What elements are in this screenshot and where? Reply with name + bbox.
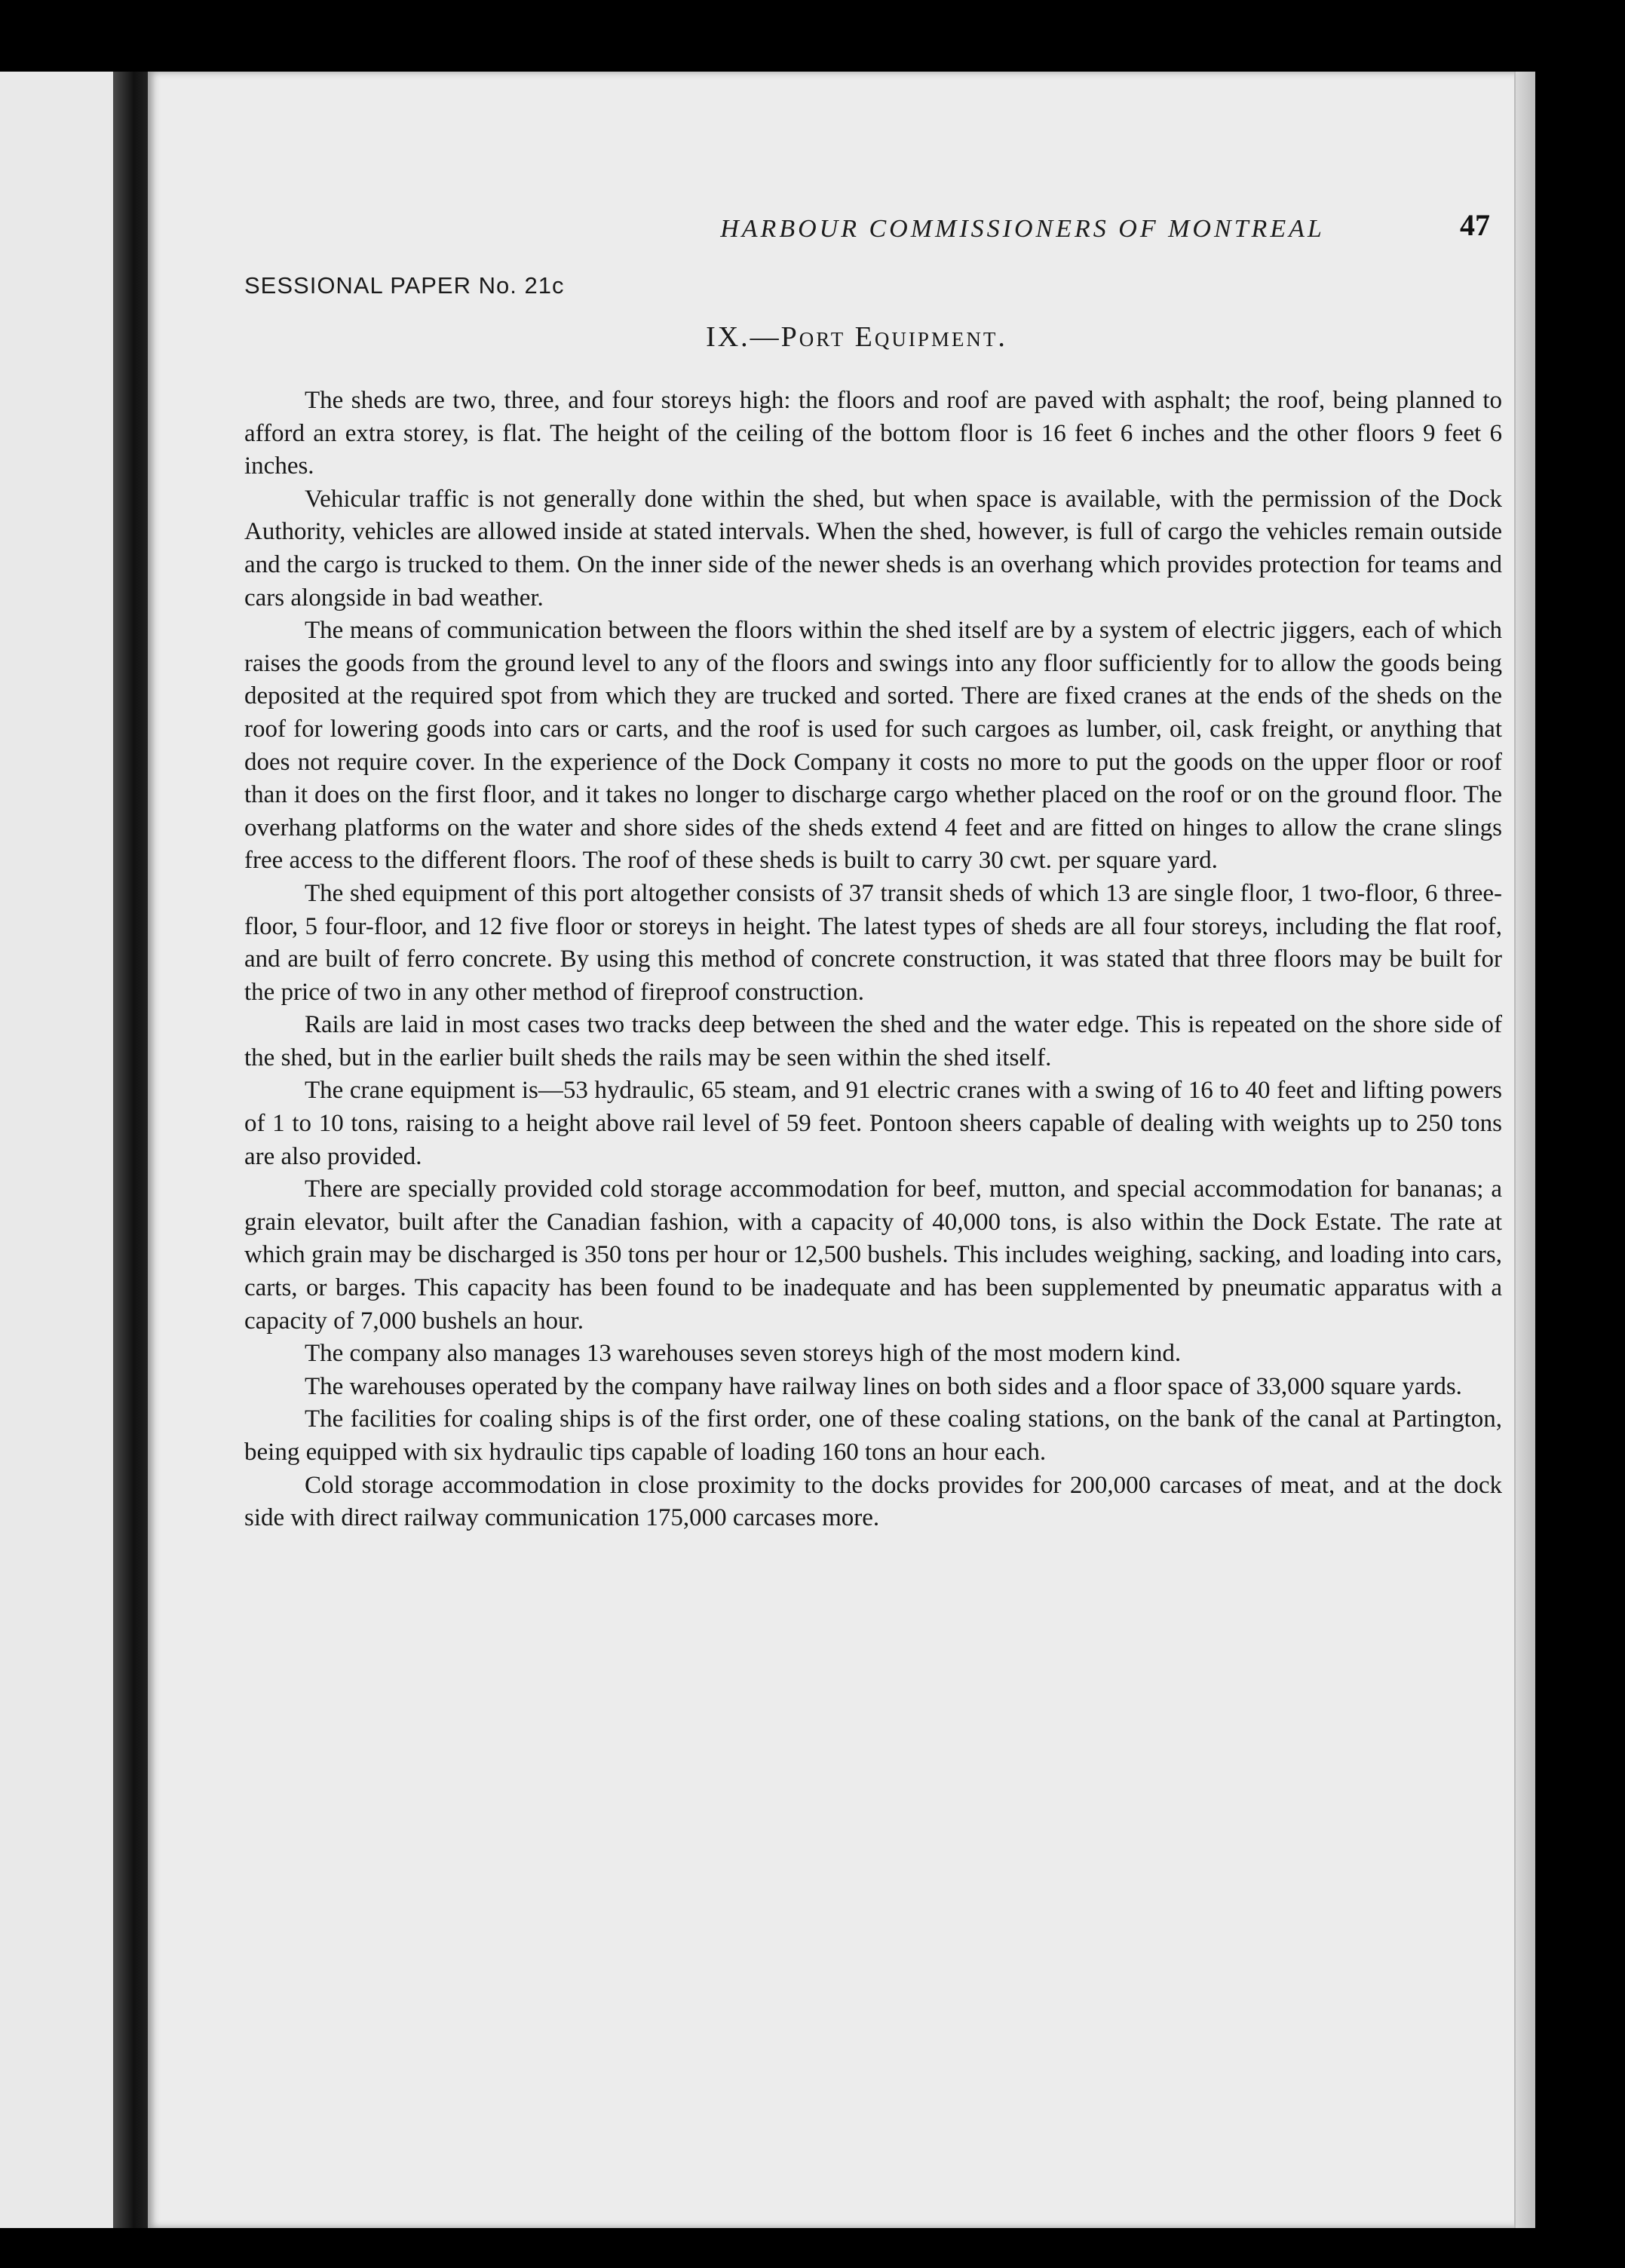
paragraph: Vehicular traffic is not generally done within the shed, but when space is available, with the permission of the Dock Authority, vehicles are allowed inside at stated intervals. When the shed, however, is full of cargo the vehicles remain outside and the cargo is trucked to them. On the inner side of the newer sheds is an overhang which provides protection for teams and cars alongside in bad weather. <box>244 485 1502 611</box>
page-edge <box>1514 72 1535 2228</box>
paragraph: The means of communication between the floors within the shed itself are by a system of electric jiggers, each of which raises the goods from the ground level to any of the floors and swings into any floor sufficiently for to allow the goods being deposited at the required spot from which they are trucked and sorted. There are fixed cranes at the ends of the sheds on the roof for lowering goods into cars or carts, and the roof is used for such cargoes as lumber, oil, cask freight, or anything that does not require cover. In the experience of the Dock Company it costs no more to put the goods on the upper floor or roof than it does on the first floor, and it takes no longer to discharge cargo whether placed on the roof or on the ground floor. The overhang platforms on the water and shore sides of the sheds extend 4 feet and are fitted on hinges to allow the crane slings free access to the different floors. The roof of these sheds is built to carry 30 cwt. per square yard. <box>244 617 1502 875</box>
page-number: 47 <box>1460 208 1490 242</box>
section-title: IX.—Port Equipment. <box>706 321 1007 353</box>
paragraph: The shed equipment of this port altogether consists of 37 transit sheds of which 13 are single floor, 1 two-floor, 6 three-floor, 5 four-floor, and 12 five floor or storeys in height. The latest types of sheds are all four storeys, including the flat roof, and are built of ferro concrete. By using this method of concrete construction, it was stated that three floors may be built for the price of two in any other method of fireproof construction. <box>244 879 1502 1006</box>
adjacent-page-edge <box>0 72 113 2228</box>
paragraph: The facilities for coaling ships is of the first order, one of these coaling stations, on the bank of the canal at Partington, being equipped with six hydraulic tips capable of loading 160 tons an hour each. <box>244 1405 1502 1466</box>
paragraph: The crane equipment is—53 hydraulic, 65 steam, and 91 electric cranes with a swing of 16 to 40 feet and lifting powers of 1 to 10 tons, raising to a height above rail level of 59 feet. Pontoon sheers capable of dealing with weights up to 250 tons are also provided. <box>244 1077 1502 1170</box>
body-text <box>244 385 1502 1535</box>
running-head: HARBOUR COMMISSIONERS OF MONTREAL <box>720 215 1325 243</box>
sessional-paper-label: SESSIONAL PAPER No. 21c <box>244 272 565 299</box>
paragraph: There are specially provided cold storage accommodation for beef, mutton, and special accommodation for bananas; a grain elevator, built after the Canadian fashion, with a capacity of 40,000 tons, is also within the Dock Estate. The rate at which grain may be discharged is 350 tons per hour or 12,500 bushels. This includes weighing, sacking, and loading into cars, carts, or barges. This capacity has been found to be inadequate and has been supplemented by pneumatic apparatus with a capacity of 7,000 bushels an hour. <box>244 1175 1502 1335</box>
paragraph: The company also manages 13 warehouses seven storeys high of the most modern kind. <box>305 1340 1182 1368</box>
paragraph: The sheds are two, three, and four storeys high: the floors and roof are paved with asphalt; the roof, being planned to afford an extra storey, is flat. The height of the ceiling of the bottom floor is 16 feet 6 inches and the other floors 9 feet 6 inches. <box>244 387 1502 480</box>
document-page <box>148 72 1535 2228</box>
paragraph: Rails are laid in most cases two tracks deep between the shed and the water edge. This is repeated on the shore side of the shed, but in the earlier built sheds the rails may be seen within the shed itself. <box>244 1011 1502 1071</box>
paragraph: The warehouses operated by the company have railway lines on both sides and a floor space of 33,000 square yards. <box>305 1372 1462 1400</box>
paragraph: Cold storage accommodation in close proximity to the docks provides for 200,000 carcases of meat, and at the dock side with direct railway communication 175,000 carcases more. <box>244 1471 1502 1532</box>
book-gutter <box>113 72 148 2228</box>
